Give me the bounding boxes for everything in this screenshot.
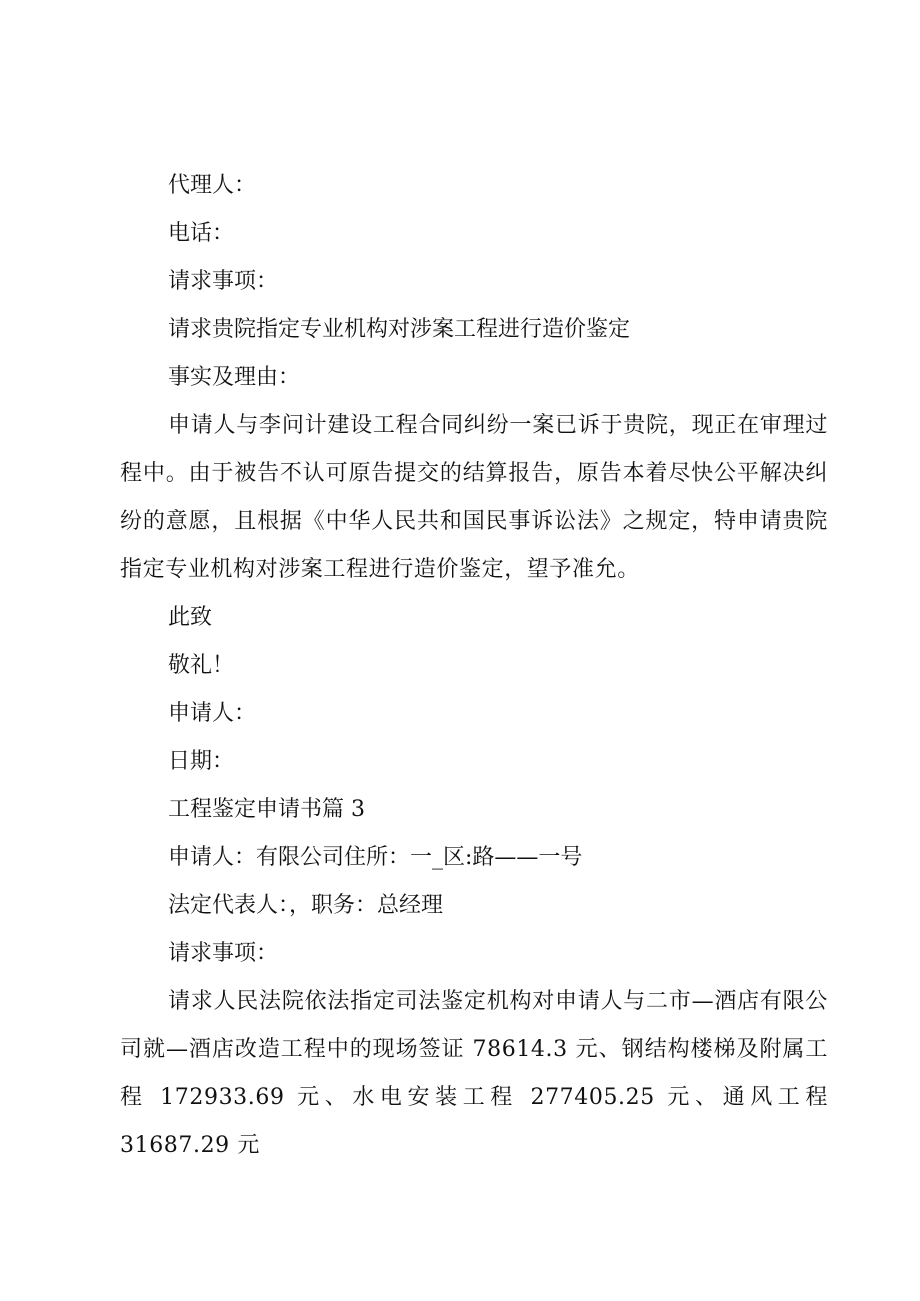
signature-date: 日期： — [168, 749, 235, 774]
request-heading: 请求事项： — [168, 269, 279, 294]
signature-applicant: 申请人： — [168, 701, 257, 726]
facts-heading: 事实及理由： — [168, 365, 301, 390]
agent-line: 代理人： — [168, 173, 257, 198]
applicant-address-line: 申请人：有限公司住所：一_区:路——一号 — [168, 845, 583, 870]
section-title: 工程鉴定申请书篇 3 — [168, 797, 365, 822]
closing-line-1: 此致 — [168, 605, 213, 630]
request-paragraph: 请求人民法院依法指定司法鉴定机构对申请人与二市—酒店有限公司就—酒店改造工程中的现场签证 78614.3 元、钢结构楼梯及附属工程 172933.69 元、水电安装工程 277405.25 元、通风工程 31687.29 元 — [120, 989, 828, 1158]
request-heading-2: 请求事项： — [168, 941, 279, 966]
legal-representative-line: 法定代表人：，职务：总经理 — [168, 893, 444, 918]
request-content: 请求贵院指定专业机构对涉案工程进行造价鉴定 — [168, 317, 631, 342]
phone-line: 电话： — [168, 221, 235, 246]
facts-paragraph: 申请人与李问计建设工程合同纠纷一案已诉于贵院，现正在审理过程中。由于被告不认可原告提交的结算报告，原告本着尽快公平解决纠纷的意愿，且根据《中华人民共和国民事诉讼法》之规定，特申请贵院指定专业机构对涉案工程进行造价鉴定，望予准允。 — [120, 413, 828, 582]
closing-line-2: 敬礼！ — [168, 653, 235, 678]
